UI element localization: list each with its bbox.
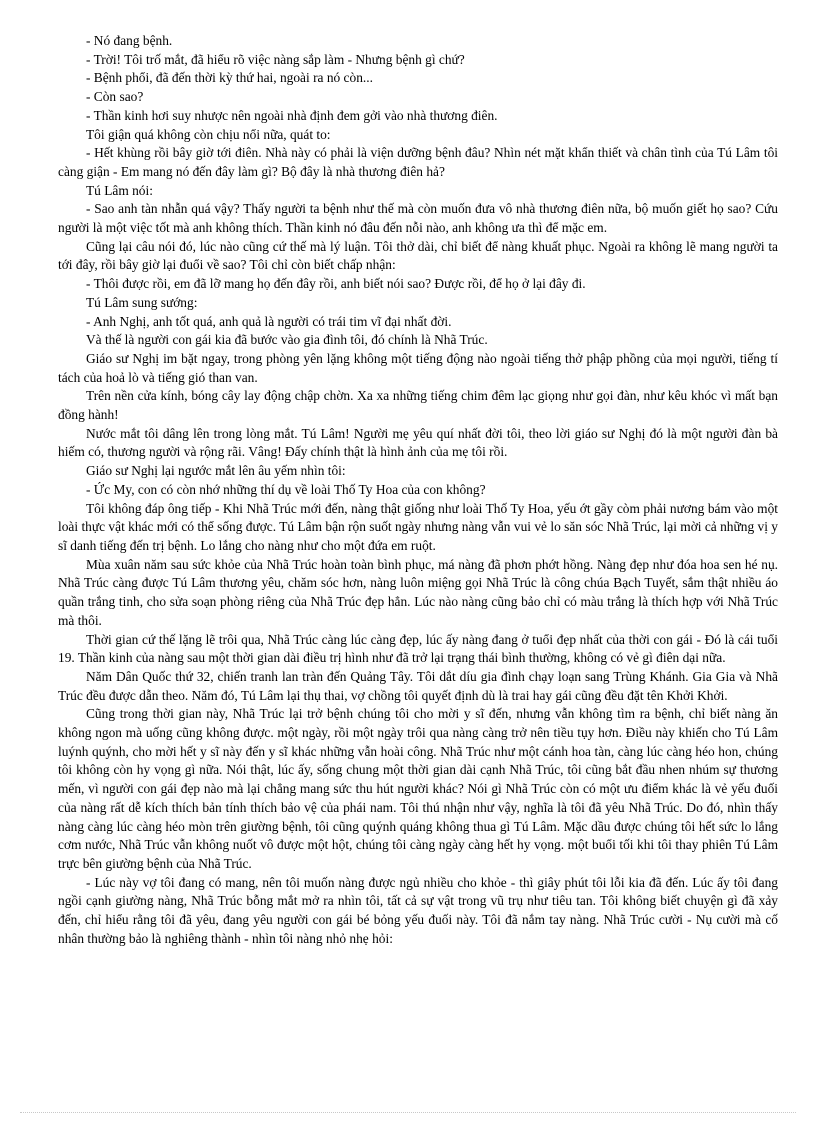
paragraph: Tú Lâm sung sướng: — [86, 294, 198, 310]
paragraph: Tú Lâm nói: — [86, 182, 153, 198]
paragraph: - Anh Nghị, anh tốt quá, anh quả là người có trái tim vĩ đại nhất đời. — [86, 313, 452, 329]
paragraph: Cũng trong thời gian này, Nhã Trúc lại trở bệnh chúng tôi cho mời y sĩ đến, nhưng vẫn không tìm ra bệnh, chỉ biết nàng ăn không ngon mà uống cũng không được. một ngày, rồi một ngày trôi qua nàng càng trở nên tiều tụy hơn. Điều này khiến cho Tú Lâm luýnh quýnh, cho mời hết y sĩ này đến y sĩ khác những vẫn hoài công. Nhã Trúc như một cánh hoa tàn, càng lúc càng héo hon, chúng tôi không còn hy vọng gì nữa. Nói thật, lúc ấy, sống chung một thời gian dài cạnh Nhã Trúc, tôi cũng bắt đầu nhen nhúm sự thương mến, vì người con gái đẹp nào mà lại chẳng mang sức thu hút người khác? Nói gì Nhã Trúc còn có một ưu điểm khác là vẻ yếu đuối của nàng rất dễ kích thích bản tính thích bảo vệ của phái nam. Tôi thú nhận như vậy, nghĩa là tôi đã yêu Nhã Trúc. Do đó, nhìn thấy nàng càng lúc càng héo mòn trên giường bệnh, tôi cũng quýnh quáng không thua gì Tú Lâm. Mặc dầu được chúng tôi hết sức lo lắng cơm nước, Nhã Trúc vẫn không nuốt vô được một hột, chúng tôi càng ngày càng hết hy vọng. một buổi tối khi tôi thay phiên Tú Lâm trực bên giường bệnh của Nhã Trúc. — [58, 706, 778, 871]
paragraph: - Sao anh tàn nhẫn quá vậy? Thấy người ta bệnh như thế mà còn muốn đưa vô nhà thương điên nữa, bộ muốn giết họ sao? Cứu người là một việc tốt mà anh không thích. Thần kinh nó đâu đến nỗi nào, anh không ưa thì để mặc em. — [58, 201, 778, 236]
paragraph: Và thế là người con gái kia đã bước vào gia đình tôi, đó chính là Nhã Trúc. — [86, 332, 488, 348]
paragraph: Mùa xuân năm sau sức khỏe của Nhã Trúc hoàn toàn bình phục, má nàng đã phơn phớt hồng. Nàng đẹp như đóa hoa sen hé nụ. Nhã Trúc càng được Tú Lâm thương yêu, chăm sóc hơn, nàng luôn miệng gọi Nhã Trúc là công chúa Bạch Tuyết, sắm thật nhiều áo quần trắng tinh, cho sửa soạn phòng riêng của Nhã Trúc đẹp hẳn. Lúc nào nàng cũng bảo chỉ có màu trắng là thích hợp với Nhã Trúc mà thôi. — [58, 556, 778, 628]
paragraph: Cũng lại câu nói đó, lúc nào cũng cứ thế mà lý luận. Tôi thở dài, chỉ biết để nàng khuất phục. Ngoài ra không lẽ mang người ta tới đây, rồi bây giờ lại đuổi về sao? Tôi chỉ còn biết chấp nhận: — [58, 238, 778, 273]
paragraph: Tôi giận quá không còn chịu nổi nữa, quát to: — [86, 126, 331, 142]
paragraph: Thời gian cứ thế lặng lẽ trôi qua, Nhã Trúc càng lúc càng đẹp, lúc ấy nàng đang ở tuổi đẹp nhất của thời con gái - Đó là cái tuổi 19. Thần kinh của nàng sau một thời gian dài điều trị hình như đã trở lại trạng thái bình thường, không có vẻ gì điên dại nữa. — [58, 631, 778, 666]
paragraph: - Còn sao? — [86, 89, 144, 105]
document-page — [58, 32, 778, 948]
paragraph: - Trời! Tôi trố mắt, đã hiểu rõ việc nàng sắp làm - Nhưng bệnh gì chứ? — [86, 51, 465, 67]
paragraph: - Lúc này vợ tôi đang có mang, nên tôi muốn nàng được ngủ nhiều cho khỏe - thì giây phút tôi lỗi kia đã đến. Lúc ấy tôi đang ngồi cạnh giường nàng, Nhã Trúc bỗng mắt mở ra nhìn tôi, tất cả sự vật trong vũ trụ như tiêu tan. Tôi không biết chuyện gì đã xảy đến, chỉ hiểu rằng tôi đã yêu, đang yêu người con gái bé bỏng yếu đuối này. Tôi đã nắm tay nàng. Nhã Trúc cười - Nụ cười mà cố nhân thường bảo là nghiêng thành - nhìn tôi nàng nhỏ nhẹ hỏi: — [58, 874, 778, 946]
paragraph: Tôi không đáp ông tiếp - Khi Nhã Trúc mới đến, nàng thật giống như loài Thố Ty Hoa, yếu ớt gầy còm phải nương bám vào một loài thực vật khác mới có thể sống được. Tú Lâm bận rộn suốt ngày nhưng nàng vẫn vui vẻ lo săn sóc Nhã Trúc, lại mời cả những vị y sĩ danh tiếng đến trị bệnh. Lo lắng cho nàng như cho một đứa em ruột. — [58, 500, 778, 553]
paragraph: - Bệnh phổi, đã đến thời kỳ thứ hai, ngoài ra nó còn... — [86, 70, 373, 86]
paragraph: Trên nền cửa kính, bóng cây lay động chập chờn. Xa xa những tiếng chim đêm lạc giọng như gọi đàn, như kêu khóc vì mất bạn đồng hành! — [58, 388, 778, 423]
paragraph: - Hết khùng rồi bây giờ tới điên. Nhà này có phải là viện dưỡng bệnh đâu? Nhìn nét mặt khẩn thiết và chân tình của Tú Lâm tôi càng giận - Em mang nó đến đây làm gì? Bộ đây là nhà thương điên hả? — [58, 145, 778, 179]
paragraph: - Ức My, con có còn nhớ những thí dụ về loài Thố Ty Hoa của con không? — [86, 481, 486, 497]
page-bottom-divider — [20, 1112, 796, 1113]
paragraph: Giáo sư Nghị lại ngước mắt lên âu yếm nhìn tôi: — [86, 463, 346, 479]
paragraph: Giáo sư Nghị im bặt ngay, trong phòng yên lặng không một tiếng động nào ngoài tiếng thở phập phồng của mọi người, tiếng tí tách của hoả lò và tiếng gió than van. — [58, 350, 778, 385]
paragraph: Nước mắt tôi dâng lên trong lòng mắt. Tú Lâm! Người mẹ yêu quí nhất đời tôi, theo lời giáo sư Nghị đó là một người đàn bà hiếm có, thương người và rộng rãi. Vâng! Đấy chính thật là hình ảnh của mẹ tôi rồi. — [58, 425, 778, 460]
paragraph: - Thần kinh hơi suy nhược nên ngoài nhà định đem gởi vào nhà thương điên. — [86, 107, 498, 123]
paragraph: Năm Dân Quốc thứ 32, chiến tranh lan tràn đến Quảng Tây. Tôi dắt díu gia đình chạy loạn sang Trùng Khánh. Gia Gia và Nhã Trúc đều được dẫn theo. Năm đó, Tú Lâm lại thụ thai, vợ chồng tôi quyết định dù là trai hay gái cũng đều đặt tên Khởi Khởi. — [58, 668, 778, 703]
paragraph: - Nó đang bệnh. — [86, 33, 173, 48]
paragraph: - Thôi được rồi, em đã lỡ mang họ đến đây rồi, anh biết nói sao? Được rồi, để họ ở lại đây đi. — [86, 276, 586, 292]
